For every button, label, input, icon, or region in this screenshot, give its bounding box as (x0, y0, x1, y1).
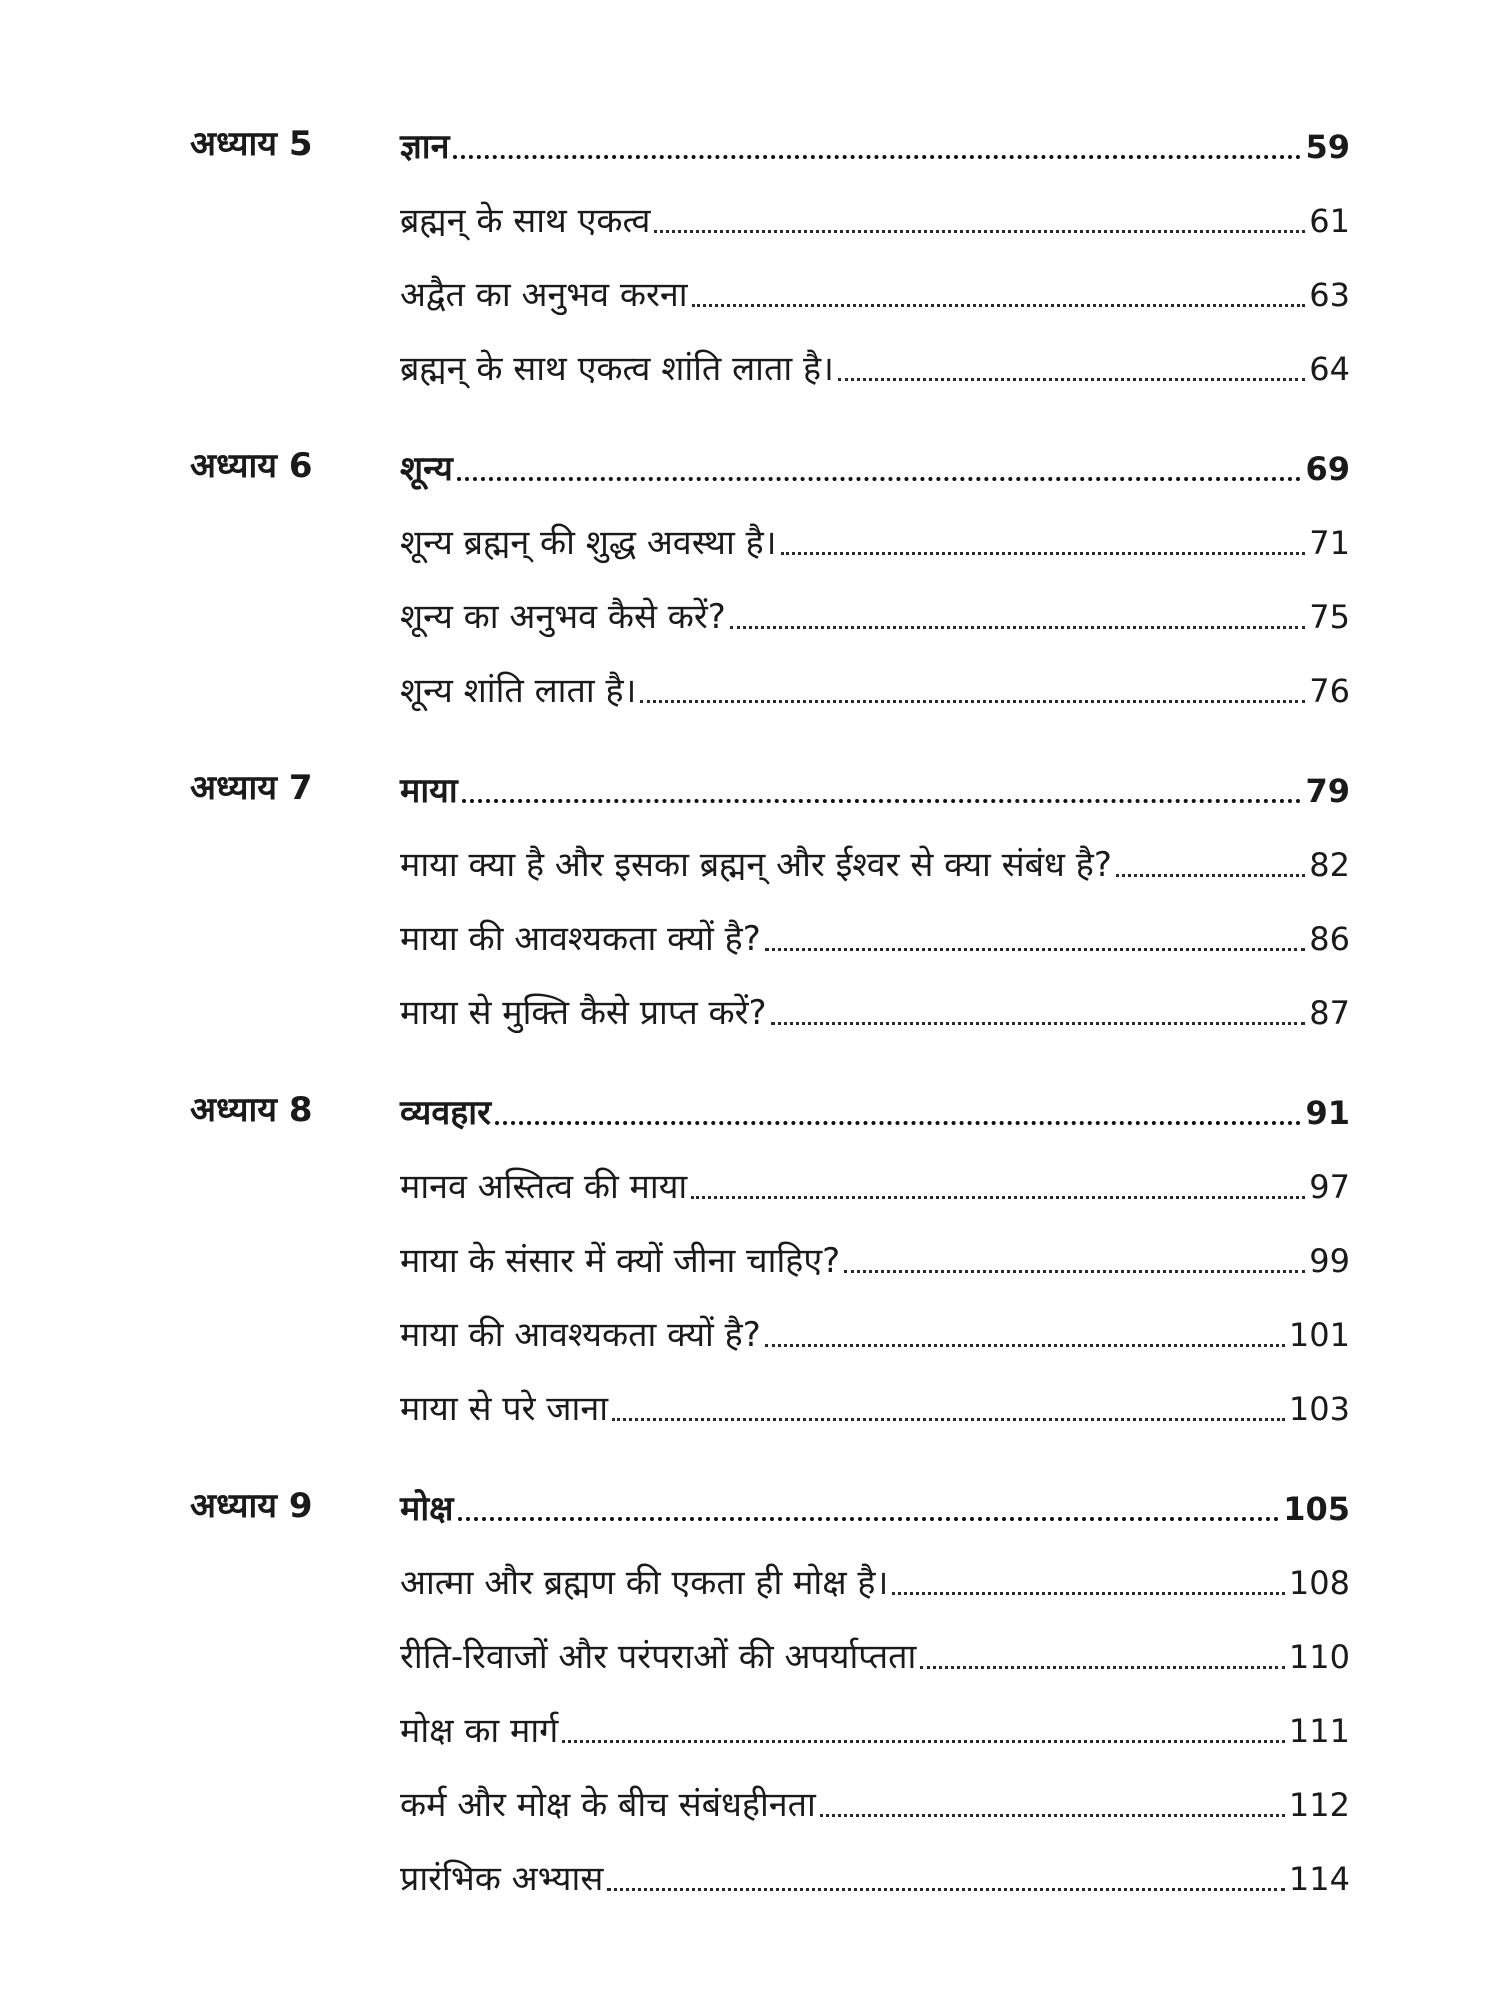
chapter-title: व्यवहार (400, 1093, 492, 1133)
chapter-heading-entry[interactable] (400, 762, 1350, 812)
section-title: रीति-रिवाजों और परंपराओं की अपर्याप्तता (400, 1637, 917, 1677)
chapter-heading-entry[interactable] (400, 118, 1350, 168)
chapter-label: अध्याय 7 (190, 768, 313, 808)
page-number: 82 (1309, 846, 1350, 884)
dot-leader (730, 626, 1305, 629)
section-entry[interactable] (400, 1158, 1350, 1208)
dot-leader (457, 477, 1302, 481)
section-entry[interactable] (400, 1628, 1350, 1678)
dot-leader (838, 378, 1305, 381)
section-entry[interactable] (400, 1850, 1350, 1900)
page-number: 61 (1309, 202, 1350, 240)
chapter-label: अध्याय 5 (190, 124, 313, 164)
section-title: प्रारंभिक अभ्यास (400, 1859, 604, 1899)
dot-leader (458, 1517, 1280, 1521)
section-entry[interactable] (400, 1554, 1350, 1604)
page-number: 69 (1305, 450, 1350, 488)
section-title: ब्रह्मन् के साथ एकत्व शांति लाता है। (400, 349, 834, 389)
section-title: शून्य का अनुभव कैसे करें? (400, 597, 726, 637)
chapter-heading-entry[interactable] (400, 1084, 1350, 1134)
page-number: 99 (1309, 1242, 1350, 1280)
dot-leader (691, 1196, 1305, 1199)
chapter-title: शून्य (400, 449, 453, 489)
page-number: 87 (1309, 994, 1350, 1032)
dot-leader (640, 700, 1305, 703)
section-title: अद्वैत का अनुभव करना (400, 275, 688, 315)
section-entry[interactable] (400, 1306, 1350, 1356)
section-title: कर्म और मोक्ष के बीच संबंधहीनता (400, 1785, 816, 1825)
page-number: 103 (1288, 1390, 1350, 1428)
section-entry[interactable] (400, 910, 1350, 960)
dot-leader (612, 1418, 1285, 1421)
chapter-label: अध्याय 8 (190, 1090, 313, 1130)
dot-leader (1116, 874, 1305, 877)
page-number: 79 (1305, 772, 1350, 810)
chapter-heading-entry[interactable] (400, 1480, 1350, 1530)
page-number: 86 (1309, 920, 1350, 958)
page-number: 105 (1283, 1490, 1350, 1528)
section-title: शून्य शांति लाता है। (400, 671, 637, 711)
section-entry[interactable] (400, 1232, 1350, 1282)
section-entry[interactable] (400, 192, 1350, 242)
section-entry[interactable] (400, 836, 1350, 886)
dot-leader (765, 948, 1306, 951)
section-title: माया की आवश्यकता क्यों है? (400, 1315, 761, 1355)
chapter-title: ज्ञान (400, 127, 450, 167)
section-entry[interactable] (400, 1702, 1350, 1752)
section-title: माया से मुक्ति कैसे प्राप्त करें? (400, 993, 767, 1033)
chapter-title: माया (400, 771, 458, 811)
dot-leader (920, 1666, 1285, 1669)
page-number: 97 (1309, 1168, 1350, 1206)
page-number: 112 (1288, 1786, 1350, 1824)
page-number: 64 (1309, 350, 1350, 388)
page-number: 110 (1288, 1638, 1350, 1676)
section-title: माया के संसार में क्यों जीना चाहिए? (400, 1241, 841, 1281)
page-number: 91 (1305, 1094, 1350, 1132)
page-number: 101 (1288, 1316, 1350, 1354)
chapter-label: अध्याय 9 (190, 1486, 313, 1526)
dot-leader (495, 1121, 1301, 1125)
section-entry[interactable] (400, 984, 1350, 1034)
page-number: 114 (1288, 1860, 1350, 1898)
dot-leader (654, 230, 1305, 233)
dot-leader (781, 552, 1306, 555)
dot-leader (820, 1814, 1285, 1817)
section-title: ब्रह्मन् के साथ एकत्व (400, 201, 651, 241)
section-title: शून्य ब्रह्मन् की शुद्ध अवस्था है। (400, 523, 777, 563)
page-number: 75 (1309, 598, 1350, 636)
section-title: आत्मा और ब्रह्मण की एकता ही मोक्ष है। (400, 1563, 889, 1603)
page-number: 63 (1309, 276, 1350, 314)
chapter-title: मोक्ष (400, 1489, 454, 1529)
section-entry[interactable] (400, 1380, 1350, 1430)
section-entry[interactable] (400, 662, 1350, 712)
section-title: माया से परे जाना (400, 1389, 608, 1429)
chapter-label: अध्याय 6 (190, 446, 313, 486)
dot-leader (453, 155, 1301, 159)
dot-leader (771, 1022, 1306, 1025)
chapter-heading-entry[interactable] (400, 440, 1350, 490)
section-title: माया क्या है और इसका ब्रह्मन् और ईश्वर से क्या संबंध है? (400, 845, 1112, 885)
section-title: माया की आवश्यकता क्यों है? (400, 919, 761, 959)
page-number: 76 (1309, 672, 1350, 710)
section-entry[interactable] (400, 588, 1350, 638)
section-entry[interactable] (400, 266, 1350, 316)
page-number: 108 (1288, 1564, 1350, 1602)
section-title: मोक्ष का मार्ग (400, 1711, 559, 1751)
dot-leader (765, 1344, 1285, 1347)
dot-leader (892, 1592, 1285, 1595)
page-number: 111 (1288, 1712, 1350, 1750)
page-number: 71 (1309, 524, 1350, 562)
page-number: 59 (1305, 128, 1350, 166)
section-entry[interactable] (400, 340, 1350, 390)
dot-leader (607, 1888, 1285, 1891)
section-entry[interactable] (400, 1776, 1350, 1826)
section-title: मानव अस्तित्व की माया (400, 1167, 688, 1207)
section-entry[interactable] (400, 514, 1350, 564)
dot-leader (462, 799, 1302, 803)
dot-leader (562, 1740, 1285, 1743)
dot-leader (692, 304, 1306, 307)
dot-leader (844, 1270, 1305, 1273)
